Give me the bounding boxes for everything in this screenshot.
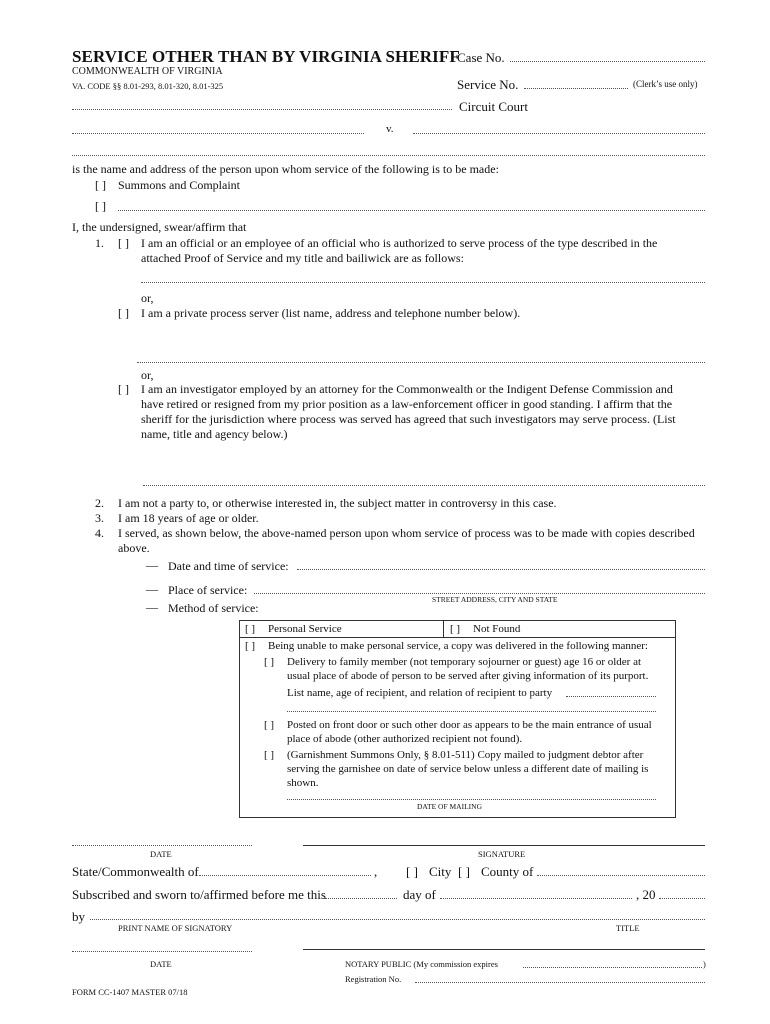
year-label: , 20 (636, 887, 656, 902)
garnishment-text-2: serving the garnishee on date of service below unless a different date of mailing is (287, 763, 649, 775)
title-caption: TITLE (616, 923, 640, 933)
circuit-court-label: Circuit Court (459, 99, 528, 114)
personal-service-label: Personal Service (268, 623, 342, 635)
other-document-checkbox[interactable]: [ ] (95, 199, 106, 213)
title-bailiwick-field[interactable] (141, 282, 705, 283)
investigator-text-1: I am an investigator employed by an attorney for the Commonwealth or the Indigent Defense Commission and (141, 382, 673, 396)
summons-checkbox[interactable]: [ ] (95, 178, 106, 192)
dash-2: — (146, 582, 158, 596)
clerk-use-note: (Clerk’s use only) (633, 79, 698, 89)
summons-label: Summons and Complaint (118, 178, 241, 192)
person-instructions: is the name and address of the person upon whom service of the following is to be made: (72, 162, 499, 176)
posted-text-2: place of abode (other authorized recipient not found). (287, 733, 523, 745)
item-4-number: 4. (95, 526, 104, 540)
official-checkbox[interactable]: [ ] (118, 236, 129, 250)
city-label: City (429, 864, 452, 879)
posted-text-1: Posted on front door or such other door as appears to be the main entrance of usual (287, 719, 652, 731)
plaintiff-field[interactable] (72, 133, 364, 134)
investigator-text-2: have retired or resigned from my prior position as a law-enforcement officer in good standing. I affirm that the (141, 397, 673, 411)
or-label-1: or, (141, 291, 154, 305)
county-checkbox[interactable]: [ ] (458, 864, 470, 879)
garnishment-text-3: shown. (287, 777, 319, 789)
item-3-text: I am 18 years of age or older. (118, 511, 259, 525)
place-label: Place of service: (168, 583, 248, 597)
box-column-divider (443, 620, 444, 637)
private-server-text: I am a private process server (list name, address and telephone number below). (141, 306, 521, 320)
notary-signature-field[interactable] (303, 949, 705, 950)
item-2-number: 2. (95, 496, 104, 510)
server-signature-field[interactable] (303, 845, 705, 846)
notary-public-label: NOTARY PUBLIC (My commission expires (345, 959, 498, 969)
garnishment-text-1: (Garnishment Summons Only, § 8.01-511) Copy mailed to judgment debtor after (287, 749, 644, 761)
server-date-caption: DATE (150, 849, 172, 859)
form-id: FORM CC-1407 MASTER 07/18 (72, 987, 188, 997)
item-3-number: 3. (95, 511, 104, 525)
print-name-caption: PRINT NAME OF SIGNATORY (118, 923, 233, 933)
or-label-2: or, (141, 368, 154, 382)
investigator-checkbox[interactable]: [ ] (118, 382, 129, 396)
item-4-text-2: above. (118, 541, 150, 555)
service-no-label: Service No. (457, 77, 519, 92)
registration-label: Registration No. (345, 974, 402, 984)
official-text-2: attached Proof of Service and my title and bailiwick are as follows: (141, 251, 464, 265)
defendant-field[interactable] (413, 133, 705, 134)
other-document-field[interactable] (118, 210, 705, 211)
private-server-info-field[interactable] (137, 362, 705, 363)
item-1-number: 1. (95, 236, 104, 250)
notary-date-field[interactable] (72, 951, 252, 952)
va-code-label: VA. CODE §§ 8.01-293, 8.01-320, 8.01-325 (72, 81, 224, 91)
investigator-info-field[interactable] (143, 485, 705, 486)
server-date-field[interactable] (72, 845, 252, 846)
affirm-intro: I, the undersigned, swear/affirm that (72, 220, 247, 234)
month-field[interactable] (440, 898, 632, 899)
recipient-info-field-2[interactable] (287, 711, 656, 712)
investigator-text-3: sheriff for the jurisdiction where process was served has agreed that such investigators may serve process. (List (141, 412, 676, 426)
circuit-court-field[interactable] (72, 109, 452, 110)
dash-1: — (146, 558, 158, 572)
person-name-address-field[interactable] (72, 155, 705, 156)
family-member-text-3: List name, age of recipient, and relation of recipient to party (287, 687, 553, 699)
notary-date-caption: DATE (150, 959, 172, 969)
city-county-field[interactable] (537, 875, 705, 876)
notary-close-paren: ) (703, 959, 706, 969)
date-time-label: Date and time of service: (168, 559, 289, 573)
service-no-field[interactable] (524, 88, 628, 89)
server-signature-caption: SIGNATURE (478, 849, 526, 859)
method-label: Method of service: (168, 601, 259, 615)
substitute-service-checkbox[interactable]: [ ] (245, 640, 256, 652)
private-server-checkbox[interactable]: [ ] (118, 306, 129, 320)
day-of-label: day of (403, 887, 436, 902)
item-2-text: I am not a party to, or otherwise interested in, the subject matter in controversy in this case. (118, 496, 557, 510)
day-field[interactable] (325, 898, 397, 899)
investigator-text-4: name, title and agency below.) (141, 427, 288, 441)
county-label: County of (481, 864, 534, 879)
garnishment-checkbox[interactable]: [ ] (264, 749, 275, 761)
city-checkbox[interactable]: [ ] (406, 864, 418, 879)
family-member-text-2: usual place of abode of person to be served after giving information of its purport. (287, 670, 649, 682)
personal-service-checkbox[interactable]: [ ] (245, 623, 256, 635)
official-text-1: I am an official or an employee of an official who is authorized to serve process of the type described in the (141, 236, 658, 250)
not-found-label: Not Found (473, 623, 521, 635)
subscribed-label: Subscribed and sworn to/affirmed before me this (72, 887, 326, 902)
year-field[interactable] (659, 898, 705, 899)
recipient-info-field-1[interactable] (566, 696, 656, 697)
commission-expires-field[interactable] (523, 967, 702, 968)
state-field[interactable] (199, 875, 371, 876)
date-of-mailing-caption: DATE OF MAILING (417, 802, 482, 811)
family-member-checkbox[interactable]: [ ] (264, 656, 275, 668)
date-of-mailing-field[interactable] (287, 799, 656, 800)
commonwealth-label: COMMONWEALTH OF VIRGINIA (72, 66, 223, 77)
state-label: State/Commonwealth of (72, 864, 199, 879)
case-no-field[interactable] (510, 61, 705, 62)
state-comma: , (374, 864, 378, 879)
street-address-caption: STREET ADDRESS, CITY AND STATE (432, 595, 558, 604)
posted-checkbox[interactable]: [ ] (264, 719, 275, 731)
form-title: SERVICE OTHER THAN BY VIRGINIA SHERIFF (72, 47, 460, 66)
versus-label: v. (386, 123, 394, 135)
case-no-label: Case No. (457, 50, 505, 65)
place-field[interactable] (254, 593, 705, 594)
item-4-text-1: I served, as shown below, the above-named person upon whom service of process was to be made with copies described (118, 526, 695, 540)
registration-field[interactable] (415, 982, 705, 983)
box-row-divider (239, 637, 675, 638)
date-time-field[interactable] (297, 569, 705, 570)
dash-3: — (146, 600, 158, 614)
not-found-checkbox[interactable]: [ ] (450, 623, 461, 635)
substitute-service-label: Being unable to make personal service, a copy was delivered in the following manner: (268, 640, 648, 652)
by-label: by (72, 909, 85, 924)
signatory-name-title-field[interactable] (90, 919, 705, 920)
family-member-text-1: Delivery to family member (not temporary sojourner or guest) age 16 or older at (287, 656, 642, 668)
